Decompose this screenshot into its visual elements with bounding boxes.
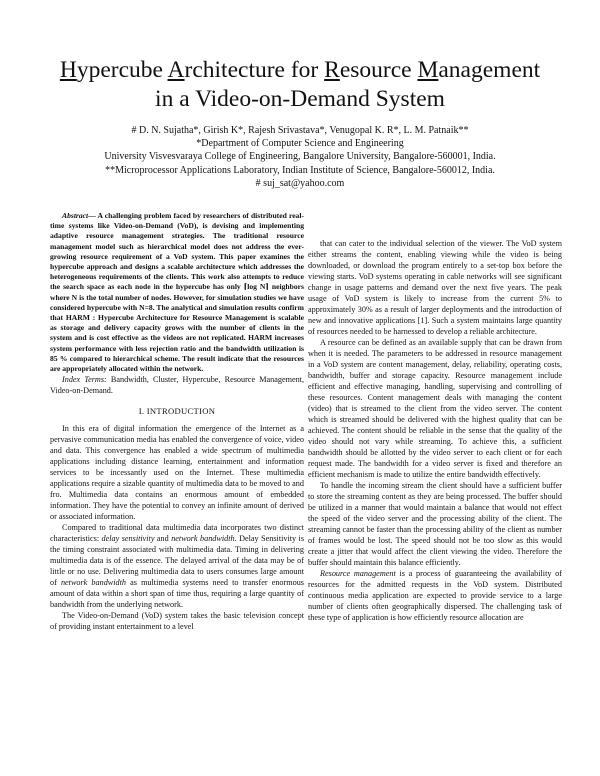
title-initial: H: [59, 57, 77, 83]
abstract-label: Abstract: [62, 211, 89, 220]
right-column: [308, 238, 562, 623]
title-word: ypercube: [76, 57, 168, 83]
body-paragraph: [308, 238, 562, 337]
title-word: anagement: [438, 57, 541, 83]
paragraph-text: A resource can be defined as an available supply that can be drawn from when it is needed. The parameters to be addressed in resource management in a VoD system are content management, delay, reliability, operating costs, bandwidth, buffer and storage capacity. Resource management include efficient and effective managing, handling, supervising and controlling of these resources. Content management deals with managing the content (video) that is streamed to the client from the video server. The content which is streamed should be delivered with the highest quality that can be achieved. The content should be reliable in the sense that the quality of the video should not vary while streaming. To achieve this, a sufficient bandwidth should be allotted by the video server to each client or for each request made. The bandwidth for a video server is fixed and therefore an efficient mechanism is made to utilize the entire bandwidth effectively.: [308, 338, 562, 479]
affiliation-iisc: **Microprocessor Applications Laboratory, Indian Institute of Science, Bangalore-560012, India.: [105, 164, 495, 176]
affiliation-department: *Department of Computer Science and Engineering: [196, 138, 404, 150]
italic-term: network bandwidth: [171, 534, 235, 544]
italic-term: delay sensitivity: [101, 534, 155, 544]
abstract-text: — A challenging problem faced by researchers of distributed real-time systems like Video-on-Demand (VoD), is devising and implementing adaptive resource management strategies. The traditional resource management model such as hierarchical model does not address the ever-growing resource requirement of a VoD system. This paper examines the hypercube approach and designs a scalable architecture which addresses the heterogeneous requirements of the clients. This work also attempts to reduce the search space as each node in the hypercube has only ⌈log N⌉ neighbors where N is the total number of nodes. However, for simulation studies we have considered hypercube with N=8. The analytical and simulation results confirm that HARM : Hypercube Architecture for Resource Management is scalable as storage and delivery capacity grows with the number of clients in the system and is cost effective as the videos are not replicated. HARM increases system performance with less rejection ratio and the bandwidth utilization is 85 % compared to hierarchical scheme. The result indicate that the resources are appropriately allocated within the network.: [50, 211, 304, 374]
body-paragraph: [50, 610, 304, 632]
author-block: [20, 124, 580, 190]
body-paragraph: [308, 337, 562, 480]
italic-term: network bandwidth: [60, 578, 127, 588]
title-line-2: in a Video-on-Demand System: [155, 86, 445, 112]
title-word: rchitecture for: [184, 57, 325, 83]
index-terms-label: Index Terms:: [62, 375, 107, 385]
index-terms: [50, 374, 304, 396]
affiliation-university: University Visvesvaraya College of Engineering, Bangalore University, Bangalore-560001, India.: [104, 151, 496, 163]
left-column: [50, 211, 304, 632]
title-initial: A: [167, 57, 185, 83]
paragraph-text: . Delay Sensitivity is the timing constraint associated with multimedia data. Timing in delivering multimedia data is of the essence. The delayed arrival of the data may be of little or no use. Delivering multimedia data to users consumes large amount of: [50, 534, 305, 588]
title-line-1: [30, 56, 570, 85]
paragraph-text: Compared to traditional data multimedia data incorporates two distinct characteristics:: [50, 523, 304, 544]
body-paragraph: [308, 568, 562, 623]
section-heading-introduction: I. INTRODUCTION: [138, 406, 216, 417]
left-body: [50, 423, 304, 632]
body-paragraph: [308, 480, 562, 568]
italic-term: Resource management: [320, 569, 396, 578]
title-initial: R: [324, 57, 340, 83]
paragraph-text: that can cater to the individual selection of the viewer. The VoD system either streams the content, enabling viewing while the video is being downloaded, or download the program entirely to a set-top box before the viewing starts. VoD systems operating in cable networks will see significant change in usage patterns and demand over the next five years. The peak usage of VoD system is likely to increase from the current 5% to approximately 30% as a result of larger deployments and the introduction of new and innovative applications [1]. Such a system maintains large quantity of resources needed to be harnessed to develop a reliable architecture.: [308, 239, 562, 336]
paragraph-text: is a process of guaranteeing the availability of resources for the admitted requests in the VoD system. Distributed continuous media application are expected to provide service to a large number of clients often geographically dispersed. The challenging task of these type of application is how efficiently resource allocation are: [308, 569, 563, 622]
abstract: [50, 211, 304, 374]
paragraph-text: In this era of digital information the emergence of the Internet as a pervasive communication media has enabled the convergence of voice, video and data. This convergence has enabled a wide spectrum of multimedia applications including distance learning, entertainment and information services to be incessantly used on the Internet. These multimedia applications require a sizable quantity of multimedia data to be moved to and fro. Multimedia data contains an enormous amount of embedded information. They have the potential to convey an infinite amount of derived or associated information.: [50, 424, 304, 522]
title-word: esource: [339, 57, 418, 83]
paragraph-text: To handle the incoming stream the client should have a sufficient buffer to store the streaming content as they are being processed. The buffer should be utilized in a manner that would maintain a balance that would not effect the speed of the video server and the processing ability of the client. The streaming cannot be faster than the processing ability of the client as number of frames would be lost. The speed should not be too slow as this would create a jitter that would affect the client viewing the video. Therefore the buffer should maintain this balance efficiently.: [308, 481, 562, 567]
paper-title: [30, 56, 570, 114]
author-names: # D. N. Sujatha*, Girish K*, Rajesh Srivastava*, Venugopal K. R*, L. M. Patnaik**: [131, 125, 469, 136]
title-initial: M: [417, 57, 439, 83]
index-terms-text: Bandwidth, Cluster, Hypercube, Resource Management, Video-on-Demand.: [50, 375, 304, 396]
paragraph-text: and: [154, 534, 172, 544]
body-paragraph: [50, 423, 304, 522]
author-email: # suj_sat@yahoo.com: [255, 177, 345, 189]
paragraph-text: as multimedia systems need to transfer enormous amount of data within a short span of time thus, requiring a large quantity of bandwidth from the underlying network.: [50, 578, 304, 610]
body-paragraph: [50, 522, 304, 610]
paragraph-text: The Video-on-Demand (VoD) system takes the basic television concept of providing instant entertainment to a level: [50, 611, 304, 632]
right-body: [308, 238, 562, 623]
